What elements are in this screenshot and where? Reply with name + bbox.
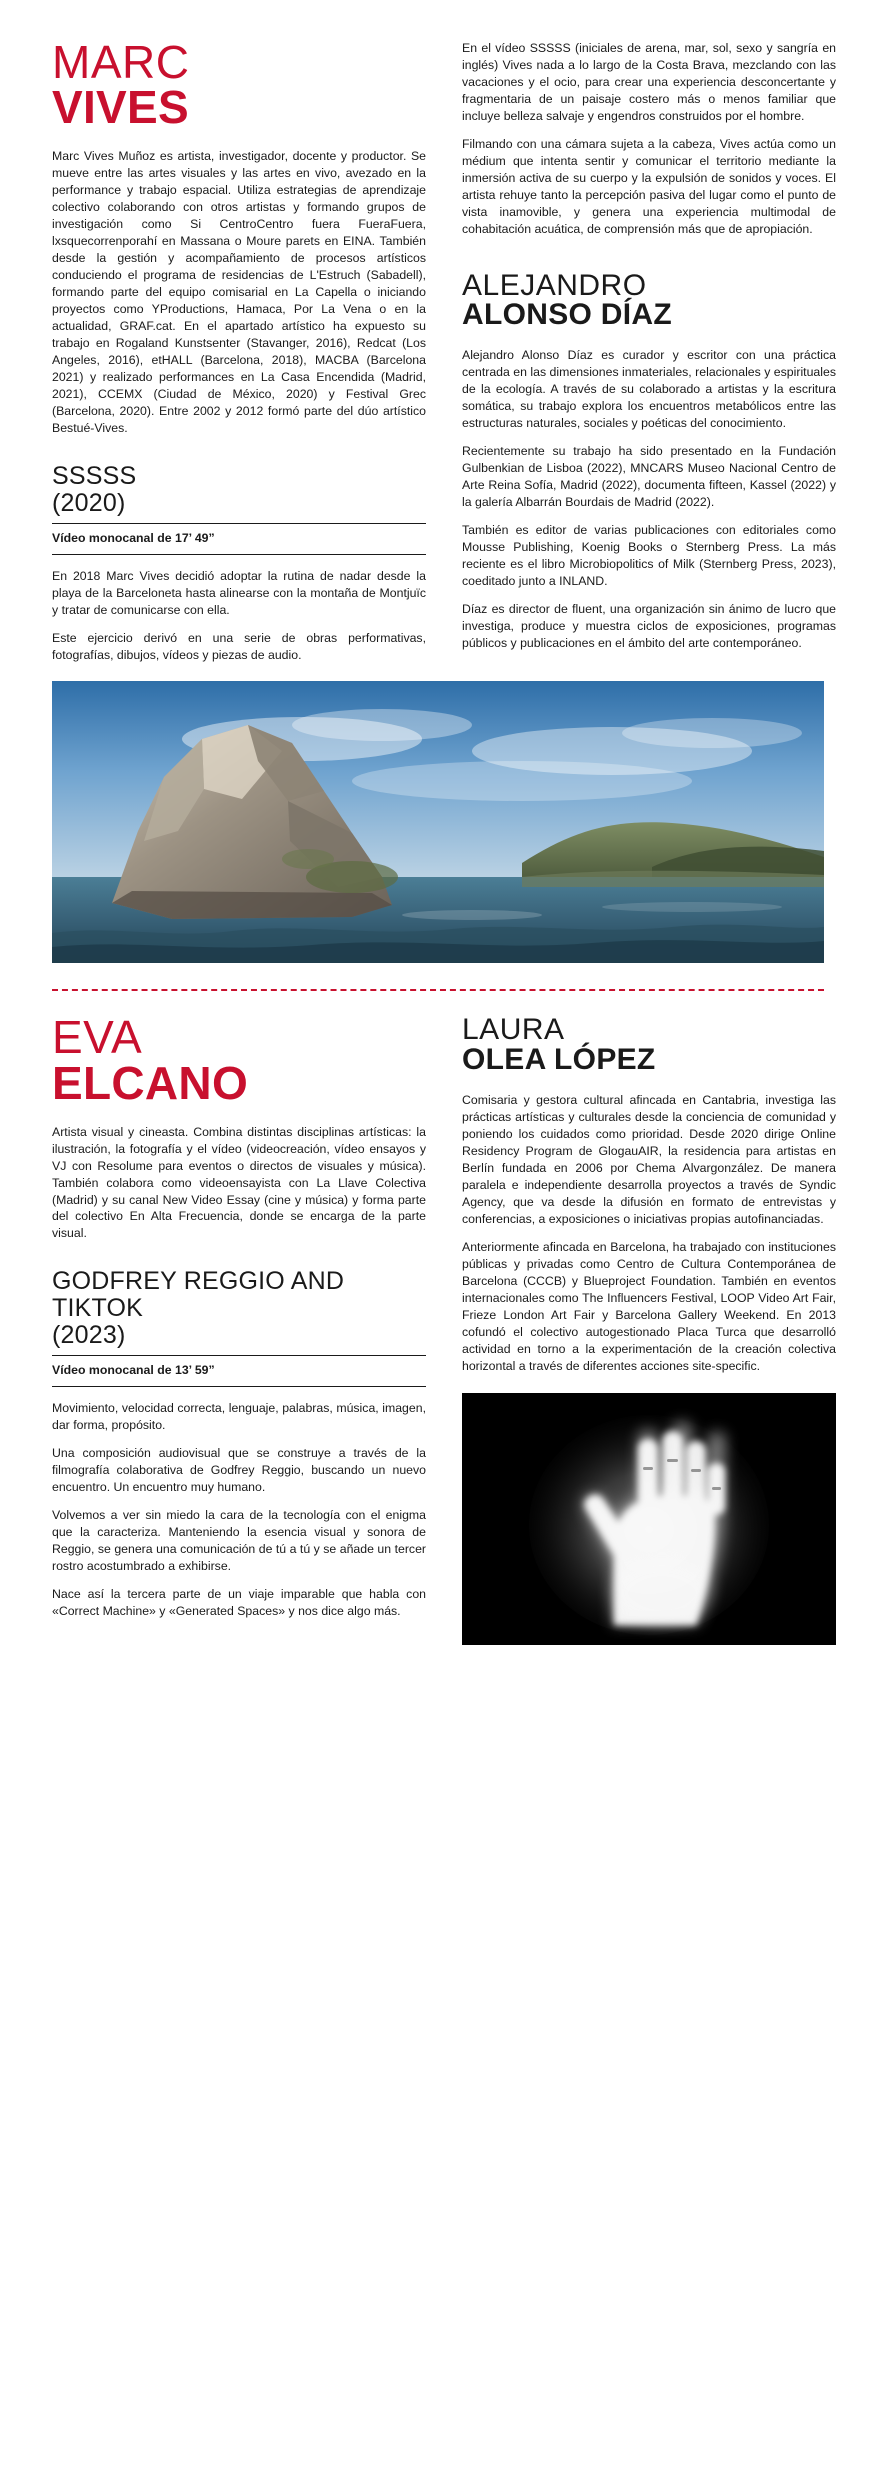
bottom-left-column: [52, 1011, 426, 1620]
xray-hand-photo-wrapper: [462, 1393, 836, 1645]
top-right-column: [462, 40, 836, 652]
artist-first-name: ALEJANDRO: [462, 268, 647, 302]
artist-bio-paragraph: Anteriormente afincada en Barcelona, ha trabajado con instituciones públicas y privadas como Centro de Cultura Contemporánea de Barcelona (CCCB) y Blueproject Foundation. También en eventos internacionales como The Influencers Festival, LOOP Video Art Fair, Frieze London Art Fair y Barcelona Gallery Weekend. En 2013 cofundó el colectivo autogestionado Placa Turca que desarrolló actividad en torno a la experimentación de la creación colectiva horizontal a través de diferentes acciones site-specific.: [462, 1240, 836, 1373]
top-section: [52, 36, 836, 663]
work-paragraph: Nace así la tercera parte de un viaje imparable que habla con «Correct Machine» y «Generated Spaces» y nos dice algo más.: [52, 1587, 426, 1619]
artist-bio-paragraph: Artista visual y cineasta. Combina distintas disciplinas artísticas: la ilustración, la fotografía y el vídeo (videocreación, vídeo ensayos y VJ con Resolume para eventos o directos de visuales y música). También colabora como videoensayista con La Llave Colectiva (Madrid) y su canal New Video Essay (cine y música) y forma parte del colectivo En Alta Frecuencia, donde se encarga de la parte visual.: [52, 1124, 426, 1241]
artist-first-name: EVA: [52, 1011, 143, 1064]
bottom-right-column: [462, 1015, 836, 1644]
xray-hand-photo: [462, 1393, 836, 1645]
work-description-paragraph: Filmando con una cámara sujeta a la cabeza, Vives actúa como un médium que intenta sentir y comunicar el territorio mediante la inmersión activa de su cuerpo y la expulsión de sonidos y voces. El artista rehuye tanto la percepción pasiva del lugar como el punto de vista inamovible, y genera una experiencia multimodal de cohabitación acuática, de comprensión más que de apropiación.: [462, 136, 836, 236]
artist-last-name: ELCANO: [52, 1056, 249, 1109]
work-year: (2020): [52, 488, 126, 517]
artist-bio-paragraph: Comisaria y gestora cultural afincada en Cantabria, investiga las prácticas artísticas y culturales desde la conciencia de comunidad y poniendo los cuidados como prioridad. Desde 2020 dirige Online Residency Program de GlogauAIR, la residencia para artistas en Berlín fundada en 2006 por Chema Alvargonzález. De manera paralela e independiente desarrolla proyectos a través de Syndic Agency, que va desde la difusión en formato de entrevistas y conferencias, a exposiciones o iniciativas propias autofinanciadas.: [462, 1093, 836, 1227]
top-left-column: [52, 36, 426, 663]
artist-bio-paragraph: Alejandro Alonso Díaz es curador y escritor con una práctica centrada en las dimensiones inmateriales, relacionales y espirituales de la ecología. A través de su colaborado a artistas y la escritura somática, su trabajo explora los encuentros metabólicos entre las estructuras naturales, sociales y poéticas del conocimiento.: [462, 348, 836, 431]
work-title-sssss: [52, 463, 426, 517]
artist-first-name: LAURA: [462, 1013, 565, 1047]
section-divider: [52, 989, 824, 991]
artist-last-name: OLEA LÓPEZ: [462, 1042, 656, 1076]
work-meta-sssss: Vídeo monocanal de 17’ 49”: [52, 523, 426, 555]
work-paragraph: Movimiento, velocidad correcta, lenguaje, palabras, música, imagen, dar forma, propósito.: [52, 1401, 426, 1433]
artist-bio-paragraph: Marc Vives Muñoz es artista, investigador, docente y productor. Se mueve entre las artes visuales y las artes en vivo, avezado en la performance y trabajo espacial. Utiliza estrategias de aprendizaje colectivo colaborando con otros artistas y formando grupos de investigación como Si CentroCentro fuera FueraFuera, lxsquecorrenporahí en Massana o Moure parets en EINA. También desde la gestión y acompañamiento de procesos artísticos conduciendo el programa de residencias de L'Estruch (Sabadell), formando parte del equipo comisarial en La Capella o iniciando proyectos como YProductions, Hamaca, Por La Vena o en la actualidad, GRAF.cat. En el apartado artístico ha expuesto su trabajo en Rogaland Kunstsenter (Stavanger, 2016), Redcat (Los Angeles, 2016), etHALL (Barcelona, 2018), MACBA (Barcelona 2021) y realizado performances en La Casa Encendida (Madrid, 2021), CCEMX (Ciudad de México, 2020) y Festival Grec (Barcelona, 2020). Entre 2002 y 2012 formó parte del dúo artístico Bestué-Vives.: [52, 149, 426, 435]
bottom-section: [52, 1011, 836, 1644]
artist-bio-paragraph: Recientemente su trabajo ha sido presentado en la Fundación Gulbenkian de Lisboa (2022), MNCARS Museo Nacional Centro de Arte Reina Sofía, Madrid (2022), documenta fifteen, Kassel (2022) y la galería Albarrán Bourdais de Madrid (2022).: [462, 444, 836, 510]
work-title-text: SSSSS: [52, 461, 137, 490]
work-title-godfrey-reggio-and-tiktok: [52, 1268, 426, 1349]
work-paragraph: En 2018 Marc Vives decidió adoptar la rutina de nadar desde la playa de la Barceloneta hasta alinearse con la montaña de Montjuïc y tratar de comunicarse con ella.: [52, 568, 426, 617]
work-title-text: GODFREY REGGIO AND TIKTOK: [52, 1267, 345, 1323]
spacer: [462, 249, 836, 271]
artist-heading-marc-vives: [52, 36, 426, 134]
work-meta-godfrey-reggio: Vídeo monocanal de 13’ 59”: [52, 1355, 426, 1387]
coastal-rock-landscape-photo: [52, 681, 824, 963]
work-paragraph: Volvemos a ver sin miedo la cara de la tecnología con el enigma que la caracteriza. Manteniendo la esencia visual y sonora de Reggio, se genera una comunicación de tú a tú y se añade un tercer rostro acostumbrado a exhibirse.: [52, 1508, 426, 1574]
artist-first-name: MARC: [52, 36, 190, 88]
artist-bio-paragraph: Díaz es director de fluent, una organización sin ánimo de lucro que investiga, produce y muestra ciclos de exposiciones, programas públicos y publicaciones en el ámbito del arte contemporáneo.: [462, 602, 836, 650]
work-paragraph: Una composición audiovisual que se construye a través de la filmografía colaborativa de Godfrey Reggio, buscando un nuevo encuentro. Un encuentro muy humano.: [52, 1446, 426, 1495]
work-paragraph: Este ejercicio derivó en una serie de obras performativas, fotografías, dibujos, vídeos y piezas de audio.: [52, 630, 426, 662]
artist-bio-paragraph: También es editor de varias publicaciones con editoriales como Mousse Publishing, Koenig Books o Sternberg Press. La más reciente es el libro Microbiopolitics of Milk (Sternberg Press, 2023), coeditado junto a INLAND.: [462, 523, 836, 589]
artist-heading-alejandro-alonso-diaz: [462, 268, 836, 332]
artist-heading-eva-elcano: [52, 1011, 426, 1109]
artist-last-name: VIVES: [52, 81, 190, 134]
work-description-paragraph: En el vídeo SSSSS (iniciales de arena, mar, sol, sexo y sangría en inglés) Vives nada a lo largo de la Costa Brava, mezclando con las vacaciones y el ocio, para crear una experiencia desconcertante y fragmentaria de un paisaje costero más o menos familiar que incluye belleza salvaje y engendros construidos por el hombre.: [462, 41, 836, 123]
artist-last-name: ALONSO DÍAZ: [462, 298, 672, 332]
work-year: (2023): [52, 1321, 126, 1350]
coastal-rock-landscape-photo-wrapper: [52, 681, 824, 963]
artist-heading-laura-olea-lopez: [462, 1015, 836, 1074]
